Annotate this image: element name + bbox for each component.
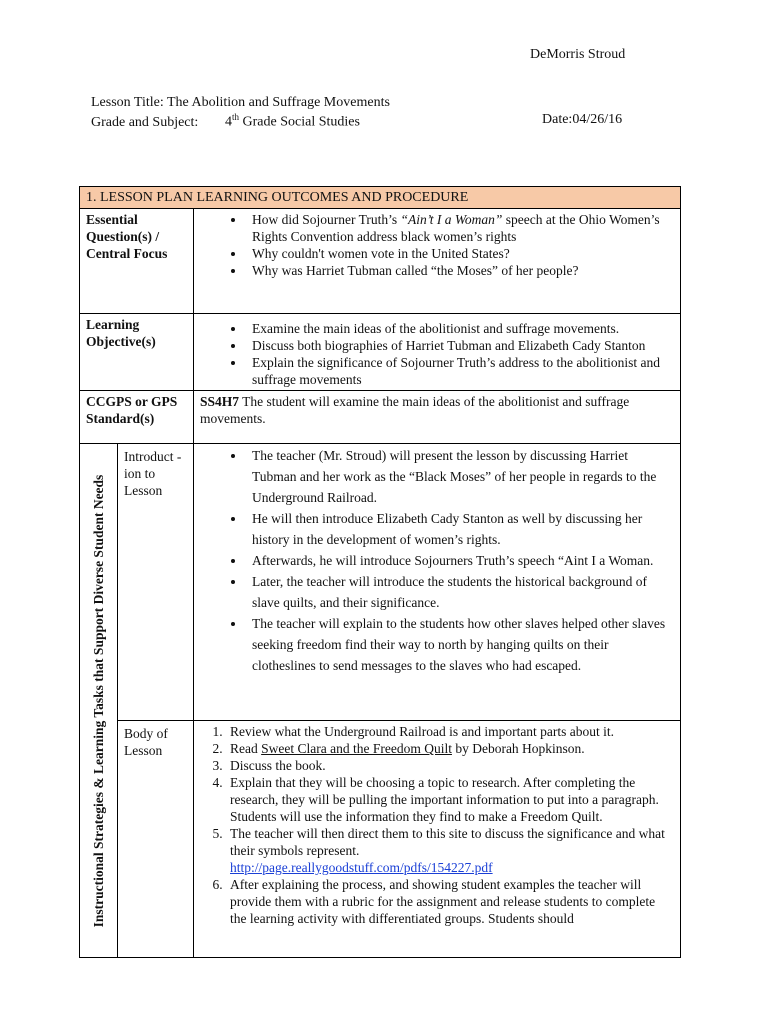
standard-text: The student will examine the main ideas of the abolitionist and suffrage movements. [200,394,630,426]
list-item: • The teacher (Mr. Stroud) will present the lesson by discussing Harriet Tubman and her work as the “Black Moses” of her people in regards to the Underground Railroad. [246,445,674,508]
list-item: • Afterwards, he will introduce Sojourners Truth’s speech “Aint I a Woman. [246,550,674,571]
list-item: 1. Review what the Underground Railroad is and important parts about it. [226,723,674,740]
lesson-date: Date:04/26/16 [542,112,623,127]
list-item: • The teacher will explain to the students how other slaves helped other slaves seeking freedom find their way to north by hanging quilts on their clotheslines to send messages to the slaves who had escaped. [246,613,674,676]
learning-objective-row [80,314,681,391]
list-item: • Examine the main ideas of the abolitionist and suffrage movements. [246,320,674,337]
speech-title: “Ain’t I a Woman” [400,212,503,227]
introduction-content [194,444,681,721]
essential-question-label: Essential Question(s) / Central Focus [80,209,194,314]
grade-subject: Grade Social Studies [239,114,360,130]
essential-question-content [194,209,681,314]
introduction-row [80,444,681,721]
standard-row [80,391,681,444]
introduction-list [200,445,674,676]
list-item: • Why couldn't women vote in the United States? [246,245,674,262]
standard-code: SS4H7 [200,394,240,409]
list-item: 6. After explaining the process, and showing student examples the teacher will provide them with a rubric for the assignment and release students to complete the learning activity with differentiated groups. Students should [226,876,674,927]
list-item: • He will then introduce Elizabeth Cady Stanton as well by discussing her history in the development of women’s rights. [246,508,674,550]
list-item: 5. The teacher will then direct them to this site to discuss the significance and what their symbols represent. http://page.reallygoodstuff.com/pdfs/154227.pdf [226,825,674,876]
list-item: • Explain the significance of Sojourner Truth’s address to the abolitionist and suffrage movements [246,354,674,388]
book-title: Sweet Clara and the Freedom Quilt [261,741,452,756]
list-item: • Discuss both biographies of Harriet Tubman and Elizabeth Cady Stanton [246,337,674,354]
learning-objective-label: Learning Objective(s) [80,314,194,391]
list-item: 4. Explain that they will be choosing a topic to research. After completing the research, they will be pulling the important information to put into a paragraph. Students will use the information they find to make a Freedom Quilt. [226,774,674,825]
list-item: 3. Discuss the book. [226,757,674,774]
body-of-lesson-row [80,721,681,958]
instructional-strategies-side [80,444,118,958]
section-header: 1. LESSON PLAN LEARNING OUTCOMES AND PROCEDURE [80,187,681,209]
quilt-symbols-link[interactable]: http://page.reallygoodstuff.com/pdfs/154227.pdf [230,860,493,875]
standard-label: CCGPS or GPS Standard(s) [80,391,194,444]
grade-number: 4 [225,114,232,130]
body-of-lesson-label: Body of Lesson [118,721,194,958]
grade-suffix: th [232,112,240,122]
list-item: • How did Sojourner Truth’s “Ain’t I a Woman” speech at the Ohio Women’s Rights Convention address black women’s rights [246,211,674,245]
lesson-plan-table [79,186,681,958]
grade-subject-label: Grade and Subject: [91,114,199,130]
lesson-title: Lesson Title: The Abolition and Suffrage Movements [91,95,390,110]
learning-objective-list [200,320,674,388]
introduction-label: Introduct -ion to Lesson [118,444,194,721]
list-item: • Later, the teacher will introduce the students the historical background of slave quilts, and their significance. [246,571,674,613]
section-header-row [80,187,681,209]
grade-subject-line [91,112,651,131]
list-item: 2. Read Sweet Clara and the Freedom Quilt by Deborah Hopkinson. [226,740,674,757]
body-of-lesson-content [194,721,681,958]
list-item: • Why was Harriet Tubman called “the Moses” of her people? [246,262,674,279]
standard-content [194,391,681,444]
author-name: DeMorris Stroud [530,47,626,62]
essential-question-list [200,211,674,279]
learning-objective-content [194,314,681,391]
instructional-strategies-label: Instructional Strategies & Learning Tasks that Support Diverse Student Needs [90,474,106,927]
essential-question-row [80,209,681,314]
body-of-lesson-list [200,723,674,927]
